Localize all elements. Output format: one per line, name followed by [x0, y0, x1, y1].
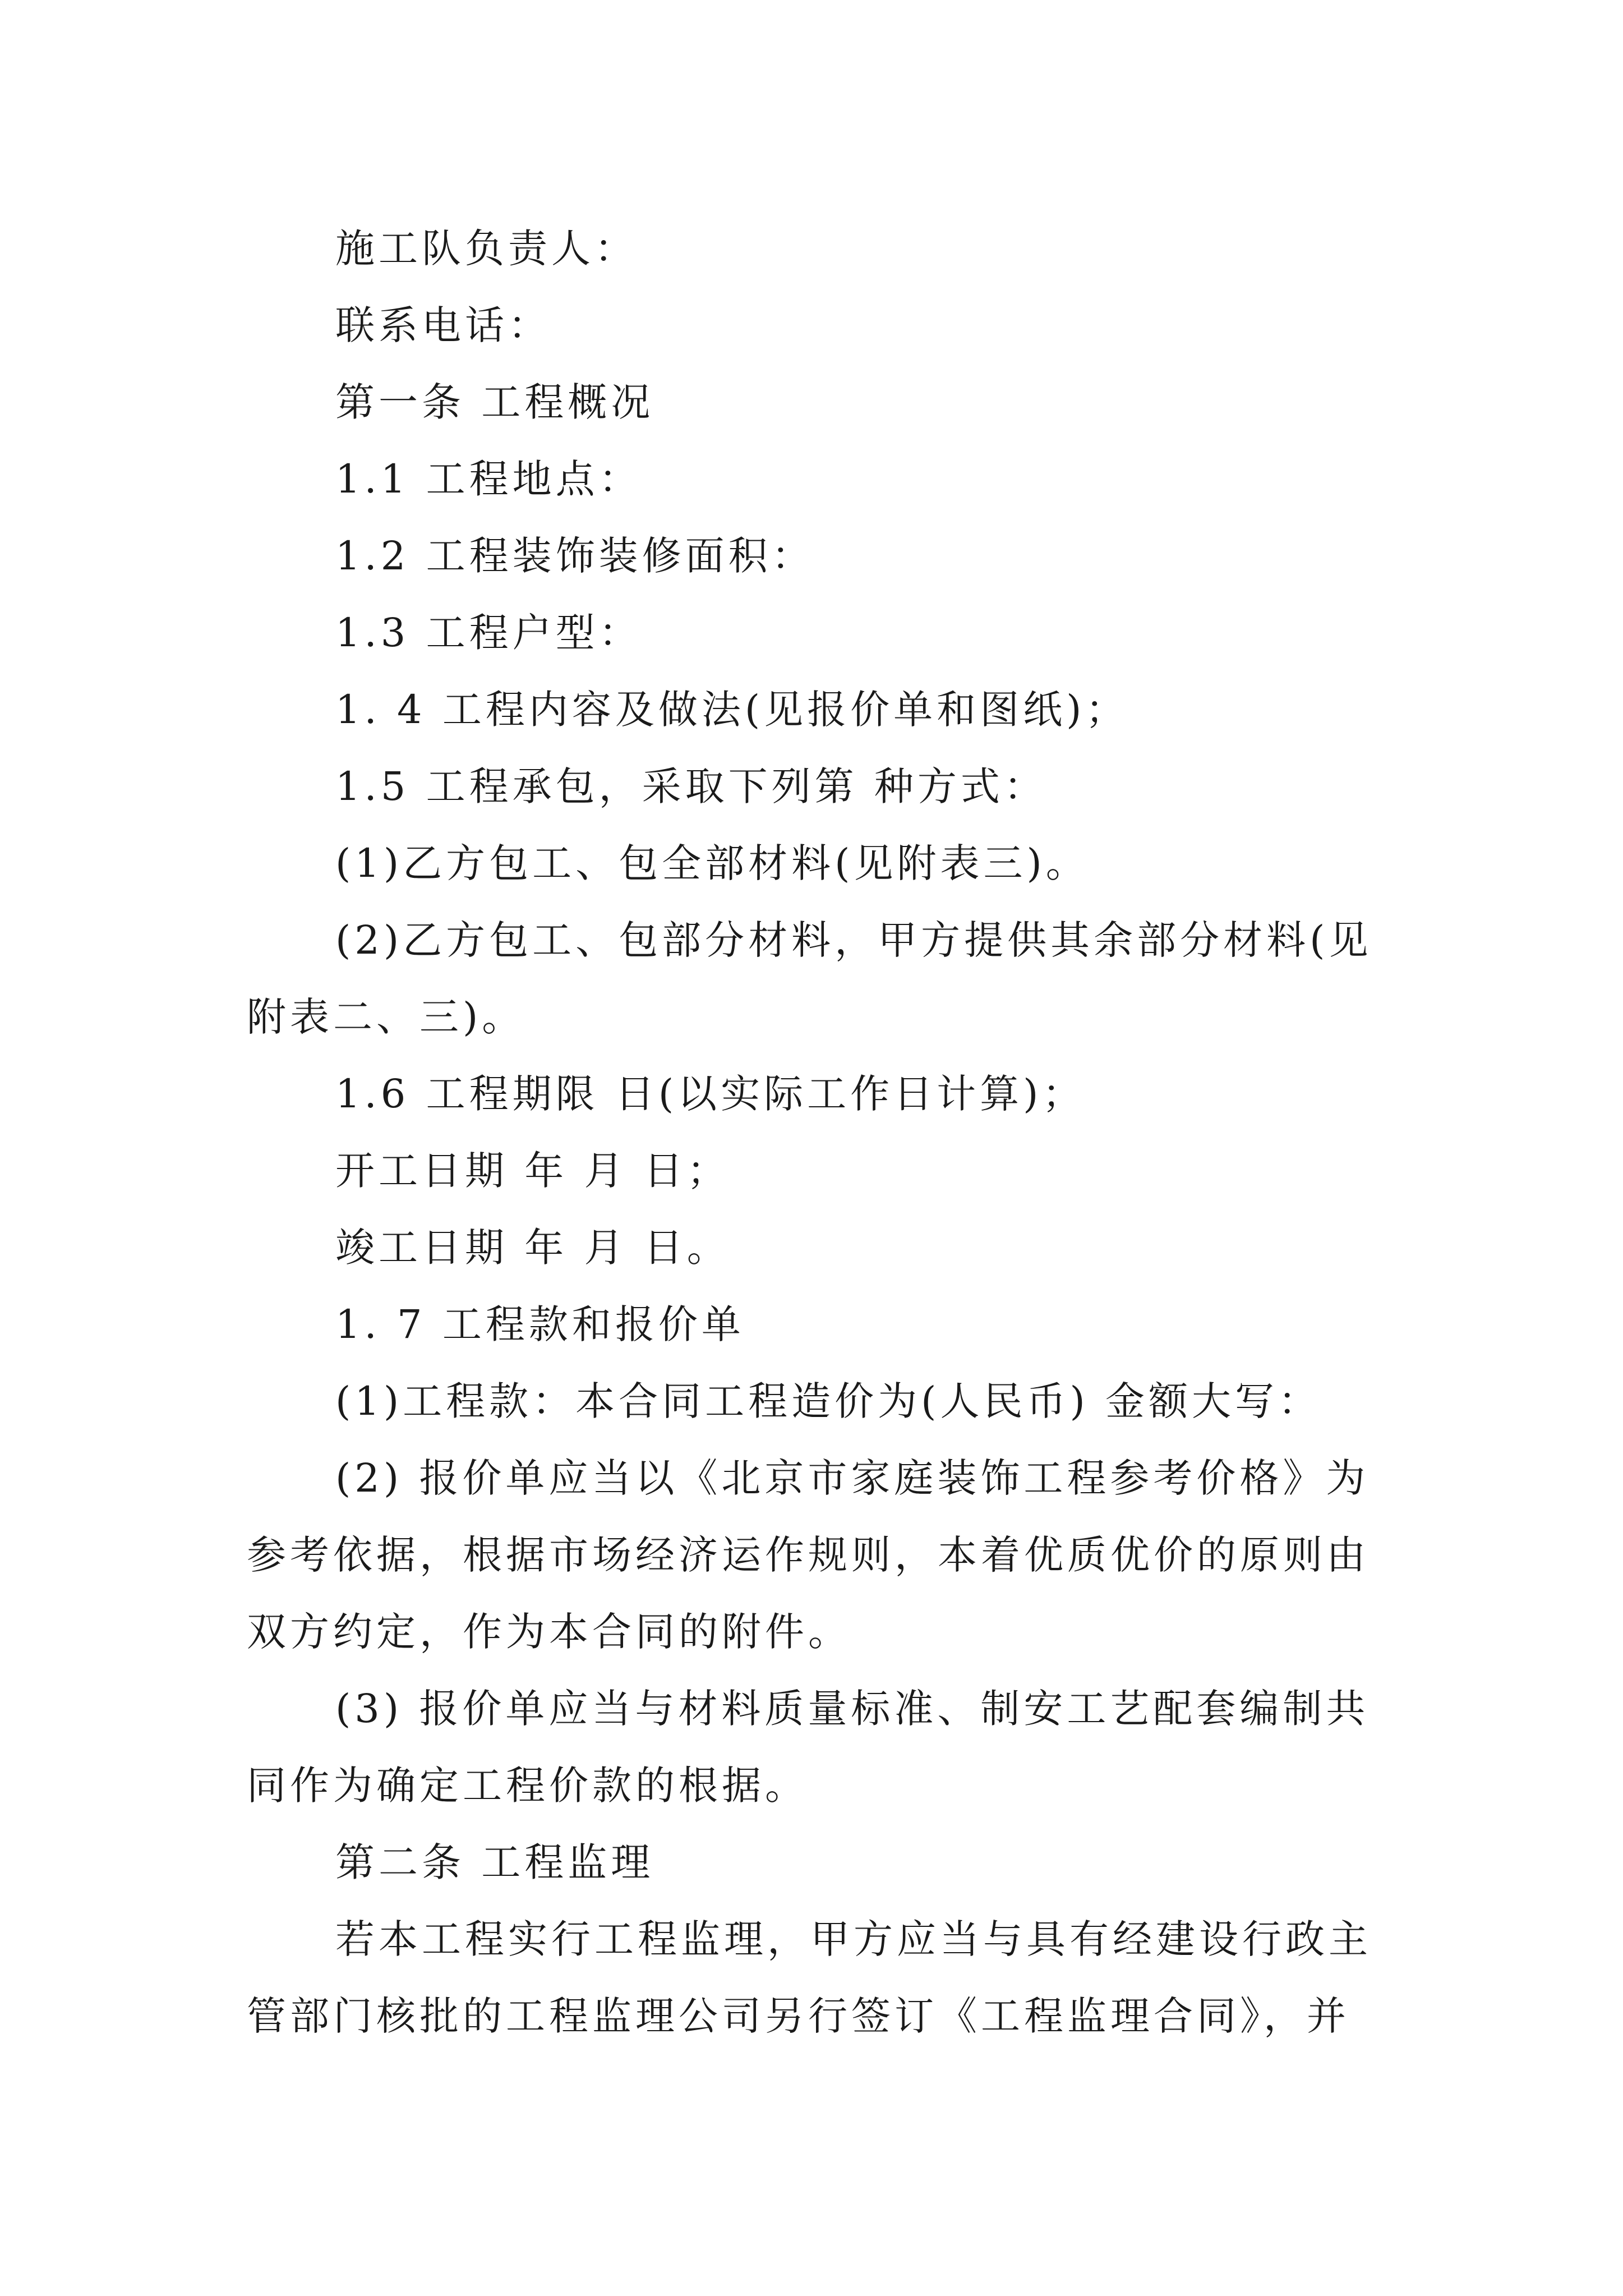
paragraph-1-7-item-1: (1)工程款：本合同工程造价为(人民币) 金额大写： — [335, 1378, 1322, 1424]
paragraph-start-date: 开工日期 年 月 日； — [335, 1148, 730, 1194]
paragraph-1-2: 1.2 工程装饰装修面积： — [335, 533, 815, 579]
paragraph-1-7-item-2: (2) 报价单应当以《北京市家庭装饰工程参考价格》为参考依据，根据市场经济运作规则，本着优质优价的原则由双方约定，作为本合同的附件。 — [247, 1455, 1370, 1655]
document-body — [247, 210, 1391, 2055]
paragraph-1-7: 1. 7 工程款和报价单 — [335, 1301, 745, 1347]
article-2-heading: 第二条 工程监理 — [335, 1839, 654, 1885]
paragraph-1-5: 1.5 工程承包，采取下列第 种方式： — [335, 763, 1047, 809]
paragraph-team-leader: 施工队负责人： — [335, 226, 638, 272]
paragraph-1-1: 1.1 工程地点： — [335, 456, 642, 502]
paragraph-contact-phone: 联系电话： — [335, 302, 551, 348]
paragraph-1-7-item-3: (3) 报价单应当与材料质量标准、制安工艺配套编制共同作为确定工程价款的根据。 — [247, 1686, 1370, 1809]
paragraph-1-3: 1.3 工程户型： — [335, 610, 642, 656]
paragraph-article-2-body: 若本工程实行工程监理，甲方应当与具有经建设行政主管部门核批的工程监理公司另行签订《工程监理合同》，并 — [247, 1916, 1372, 2039]
article-1-heading: 第一条 工程概况 — [335, 379, 654, 425]
paragraph-1-5-option-2: (2)乙方包工、包部分材料，甲方提供其余部分材料(见附表二、三)。 — [247, 917, 1372, 1040]
paragraph-1-4: 1. 4 工程内容及做法(见报价单和图纸)； — [335, 687, 1129, 733]
paragraph-completion-date: 竣工日期 年 月 日。 — [335, 1225, 730, 1271]
paragraph-1-5-option-1: (1)乙方包工、包全部材料(见附表三)。 — [335, 840, 1089, 886]
paragraph-1-6: 1.6 工程期限 日(以实际工作日计算)； — [335, 1071, 1086, 1117]
